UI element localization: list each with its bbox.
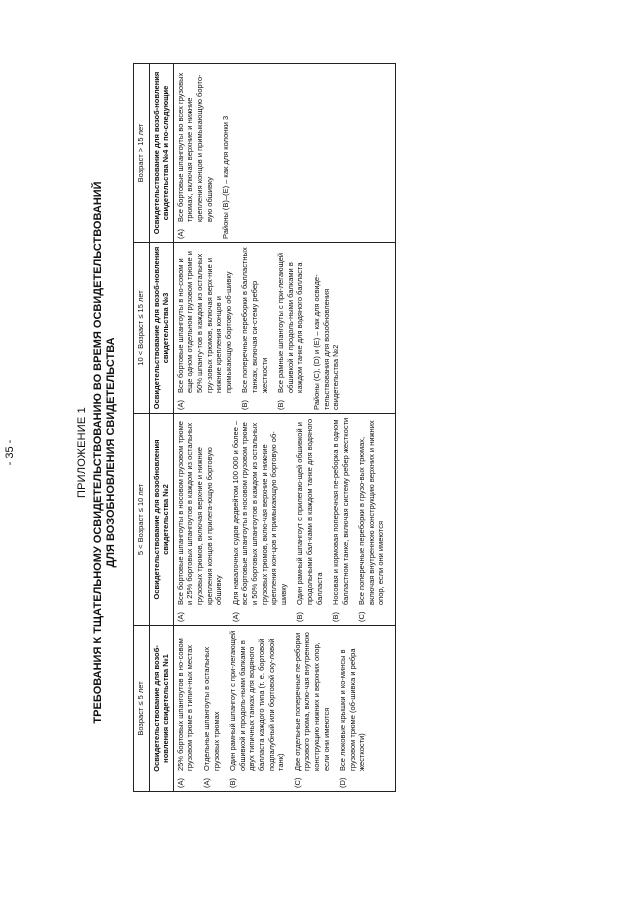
age-header-row: [134, 64, 150, 792]
document-title: [92, 0, 118, 905]
requirement-text: Отдельные шпангоуты в остальных грузовых трюмах: [201, 646, 221, 771]
requirement-text: 25% бортовых шпангоутов в но-совом грузовом трюме в типич-ных местах: [175, 638, 195, 771]
requirements-cell-2: [173, 414, 395, 626]
requirement-area-label: (А): [230, 612, 240, 622]
survey-header-4: Освидетельствование для возоб-новления свидетельства №4 и по-следующие: [149, 64, 173, 243]
requirement-area-label: (А): [201, 778, 211, 788]
requirement-text: Все бортовые шпангоуты во всех грузовых трюмах, включая верхние и нижние крепления концов и примыкающую борто-вую обшивку: [175, 72, 214, 222]
requirement-item: [295, 417, 324, 622]
requirement-area-label: (А): [175, 778, 185, 788]
age-header-2: 5 < Возраст ≤ 10 лет: [134, 414, 150, 626]
page-number: - 35 -: [4, 439, 16, 466]
requirement-text: Все бортовые шпангоуты в но-совом и еще одном отдельном грузовом трюме и 50% шпангу-тов в каждом из остальных гру-зовых трюмов, включая верх-ние и нижние крепления концов и примыкающую бортовую об-шивку: [175, 251, 233, 393]
survey-header-1: Освидетельствование для возоб-новления свидетельства №1: [149, 626, 173, 792]
requirements-cell-1: [173, 626, 395, 792]
survey-header-row: [149, 64, 173, 792]
requirement-item: [231, 417, 289, 622]
appendix-heading: ПРИЛОЖЕНИЕ 1: [76, 407, 88, 498]
requirement-item: [293, 629, 331, 788]
requirement-text: Две отдельные поперечные пе-реборки грузового трюма, вклю-чая внутреннюю конструкцию нижних и верхних опор, если они имеются: [292, 632, 331, 771]
requirement-item: [357, 417, 386, 622]
requirement-text: Все поперечные переборки в грузо-вых трюмах, включая внутреннюю конструкцию верхних и нижних опор, если они имеются: [357, 420, 386, 605]
requirement-area-label: (В): [228, 778, 238, 788]
requirement-area-label: (В): [276, 400, 286, 410]
title-line-1: ТРЕБОВАНИЯ К ТЩАТЕЛЬНОМУ ОСВИДЕТЕЛЬСТВОВАНИЮ ВО ВРЕМЯ ОСВИДЕТЕЛЬСТВОВАНИЙ: [92, 181, 104, 724]
requirements-cell-4: [173, 64, 395, 243]
age-header-4: Возраст > 15 лет: [134, 64, 150, 243]
age-header-3: 10 < Возраст ≤ 15 лет: [134, 243, 150, 414]
survey-requirements-table: [133, 63, 396, 792]
column-note: Районы (С), (D) и (Е) – как для освиде-тельствования для возобновления свидетельства №2: [311, 274, 341, 410]
requirement-item: [331, 417, 350, 622]
requirement-text: Все поперечные переборки в балластных танках, включая си-стему ребер жесткости: [240, 247, 269, 393]
requirement-text: Все люковые крышки и ко-минсы в грузовом трюме (об-шивка и ребра жесткости): [338, 648, 367, 771]
requirement-item: [338, 629, 367, 788]
age-header-1: Возраст ≤ 5 лет: [134, 626, 150, 792]
title-line-2: ДЛЯ ВОЗОБНОВЛЕНИЯ СВИДЕТЕЛЬСТВА: [105, 337, 117, 568]
requirement-area-label: (А): [175, 229, 185, 239]
requirement-area-label: (В): [295, 612, 305, 622]
requirement-area-label: (В): [240, 400, 250, 410]
requirements-row: [173, 64, 395, 792]
requirement-item: [202, 629, 221, 788]
requirement-text: Носовая и кормовая поперечная пе-реборка в одном балластном танке, включая систему ребер жесткости: [331, 417, 350, 605]
requirements-cell-3: [173, 243, 395, 414]
requirement-area-label: (С): [292, 777, 302, 788]
requirement-item: [276, 246, 305, 410]
requirement-item: [176, 246, 234, 410]
requirement-area-label: (С): [357, 611, 367, 622]
survey-header-3: Освидетельствование для возоб-новления свидетельства №3: [149, 243, 173, 414]
requirement-area-label: (А): [175, 612, 185, 622]
column-note: Районы (В)–(Е) – как для колонки 3: [221, 115, 231, 239]
requirement-item: [176, 67, 214, 239]
requirement-item: [240, 246, 269, 410]
requirement-text: Для навалочных судов дедвейтом 100 000 и более – все бортовые шпангоуты в носовом грузовом трюме и 50% бортовых шпангоутов в каждом из остальных грузовых трюмов, вклю-чая верхние и нижние крепления кон-цов и примыкающую бортовую об-шивку: [230, 420, 288, 605]
requirement-text: Все рамные шпангоуты с при-легающей обшивкой и продоль-ными балками в каждом танке для водяного балласта: [276, 252, 305, 393]
requirement-area-label: (D): [338, 777, 348, 788]
requirement-item: [228, 629, 286, 788]
requirement-area-label: (В): [331, 612, 341, 622]
requirement-item: [176, 629, 195, 788]
requirement-text: Один рамный шпангоут с прилегаю-щей обшивкой и продольными бал-ками в каждом танке для водяного балласта: [295, 418, 324, 605]
requirement-item: [176, 417, 224, 622]
requirement-area-label: (А): [175, 400, 185, 410]
requirement-text: Все бортовые шпангоуты в носовом грузовом трюме и 25% бортовых шпангоутов в каждом из остальных грузовых трюмов, включая верхние и нижние крепления концов и прилега-ющую бортовую обшивку: [175, 421, 224, 605]
survey-header-2: Освидетельствование для возобновления свидетельства №2: [149, 414, 173, 626]
requirement-text: Один рамный шпангоут с при-легающей обшивкой и продоль-ными балками в двух типичных танках для водяного балласта каждого типа (т. е. бортовой подпалубный или бортовой ску-ловой танк): [228, 630, 286, 771]
